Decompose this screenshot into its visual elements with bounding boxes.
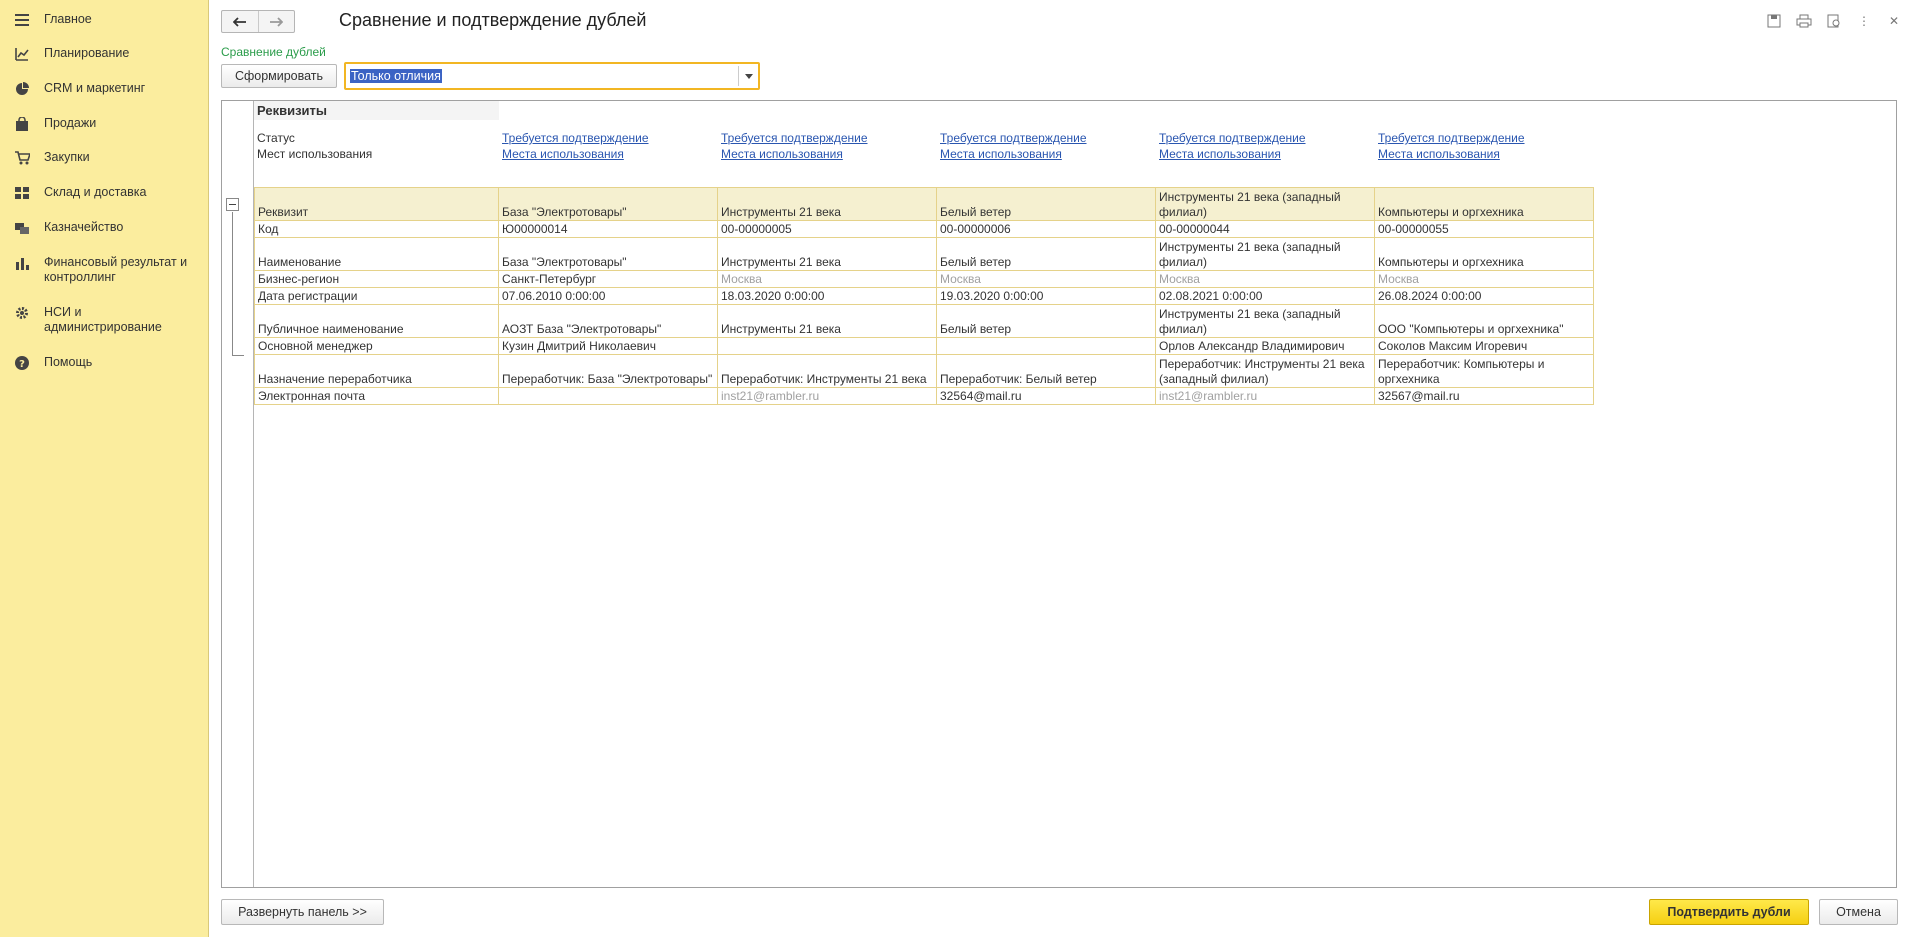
row-gutter xyxy=(222,101,254,887)
sidebar-item-9[interactable] xyxy=(0,305,209,335)
table-cell: Переработчик: Компьютеры и оргхехника xyxy=(1375,355,1594,388)
cancel-button[interactable]: Отмена xyxy=(1819,899,1898,925)
table-cell xyxy=(718,338,937,355)
table-row xyxy=(254,305,1594,338)
table-cell: АОЗТ База "Электротовары" xyxy=(499,305,718,338)
sidebar-item-label: Склад и доставка xyxy=(44,185,147,199)
table-cell: База "Электротовары" xyxy=(499,238,718,271)
breadcrumb[interactable]: Сравнение дублей xyxy=(221,45,326,59)
report-area xyxy=(221,100,1897,888)
table-cell xyxy=(499,388,718,405)
shopping-bag-icon xyxy=(14,116,30,132)
usage-link[interactable]: Места использования xyxy=(940,147,1062,161)
table-cell: Санкт-Петербург xyxy=(499,271,718,288)
planning-icon xyxy=(14,46,30,62)
status-row xyxy=(254,130,1594,146)
table-cell: 32564@mail.ru xyxy=(937,388,1156,405)
table-cell: Белый ветер xyxy=(937,238,1156,271)
status-link[interactable]: Требуется подтверждение xyxy=(1159,131,1306,145)
print-icon[interactable] xyxy=(1795,12,1813,30)
table-cell: Инструменты 21 века xyxy=(718,238,937,271)
sidebar-item-label: Продажи xyxy=(44,116,97,130)
section-title: Реквизиты xyxy=(254,101,499,120)
back-button[interactable] xyxy=(222,11,258,32)
table-row xyxy=(254,271,1594,288)
table-cell: Москва xyxy=(1156,271,1375,288)
table-cell: Инструменты 21 века (западный филиал) xyxy=(1156,238,1375,271)
history-nav xyxy=(221,10,295,33)
sidebar-item-label: Планирование xyxy=(44,46,130,60)
filter-select-value: Только отличия xyxy=(351,69,441,83)
table-cell: Переработчик: Инструменты 21 века (западный филиал) xyxy=(1156,355,1375,388)
table-cell: Москва xyxy=(1375,271,1594,288)
table-cell: Переработчик: Белый ветер xyxy=(937,355,1156,388)
sidebar-item-label: Закупки xyxy=(44,150,90,164)
table-cell: Переработчик: Инструменты 21 века xyxy=(718,355,937,388)
sidebar-item-8[interactable] xyxy=(0,255,209,285)
table-row xyxy=(254,221,1594,238)
table-cell: inst21@rambler.ru xyxy=(718,388,937,405)
usage-link[interactable]: Места использования xyxy=(1378,147,1500,161)
table-cell: 00-00000055 xyxy=(1375,221,1594,238)
table-cell: Инструменты 21 века (западный филиал) xyxy=(1156,305,1375,338)
table-cell: 00-00000044 xyxy=(1156,221,1375,238)
row-label: Публичное наименование xyxy=(254,305,499,338)
table-cell: 26.08.2024 0:00:00 xyxy=(1375,288,1594,305)
sidebar xyxy=(0,0,209,937)
expand-panel-button[interactable]: Развернуть панель >> xyxy=(221,899,384,925)
table-cell: ООО "Компьютеры и оргхехника" xyxy=(1375,305,1594,338)
sidebar-item-label: Главное xyxy=(44,12,92,26)
sidebar-item-1[interactable] xyxy=(0,12,209,28)
table-cell: inst21@rambler.ru xyxy=(1156,388,1375,405)
table-cell: 07.06.2010 0:00:00 xyxy=(499,288,718,305)
table-row xyxy=(254,338,1594,355)
help-icon xyxy=(14,355,30,371)
menu-icon xyxy=(14,12,30,28)
column-header: Компьютеры и оргхехника xyxy=(1375,187,1594,221)
window-tools xyxy=(1765,12,1903,30)
usage-link[interactable]: Места использования xyxy=(1159,147,1281,161)
svg-text:?: ? xyxy=(19,359,25,370)
preview-icon[interactable] xyxy=(1825,12,1843,30)
table-cell: 32567@mail.ru xyxy=(1375,388,1594,405)
row-label: Электронная почта xyxy=(254,388,499,405)
row-label: Код xyxy=(254,221,499,238)
column-header: Реквизит xyxy=(254,187,499,221)
arrow-right-icon xyxy=(269,17,283,27)
table-cell: 00-00000005 xyxy=(718,221,937,238)
status-label: Статус xyxy=(257,131,295,145)
table-cell: Компьютеры и оргхехника xyxy=(1375,238,1594,271)
sidebar-item-2[interactable] xyxy=(0,46,209,62)
table-cell: Инструменты 21 века xyxy=(718,305,937,338)
table-header-row xyxy=(254,187,1594,221)
filter-select[interactable] xyxy=(344,62,760,90)
column-header: База "Электротовары" xyxy=(499,187,718,221)
gear-icon xyxy=(14,305,30,321)
close-icon[interactable]: ✕ xyxy=(1888,14,1900,28)
treasury-icon xyxy=(14,220,30,236)
sidebar-item-6[interactable] xyxy=(0,185,209,201)
table-cell: Белый ветер xyxy=(937,305,1156,338)
table-cell: 18.03.2020 0:00:00 xyxy=(718,288,937,305)
table-row xyxy=(254,388,1594,405)
sidebar-item-4[interactable] xyxy=(0,116,209,132)
sidebar-item-5[interactable] xyxy=(0,150,209,166)
generate-button[interactable]: Сформировать xyxy=(221,64,337,88)
pie-chart-icon xyxy=(14,81,30,97)
bar-chart-icon xyxy=(14,255,30,271)
table-cell: Переработчик: База "Электротовары" xyxy=(499,355,718,388)
usage-link[interactable]: Места использования xyxy=(721,147,843,161)
row-label: Основной менеджер xyxy=(254,338,499,355)
column-header: Белый ветер xyxy=(937,187,1156,221)
status-link[interactable]: Требуется подтверждение xyxy=(721,131,868,145)
table-cell: Орлов Александр Владимирович xyxy=(1156,338,1375,355)
collapse-group-icon[interactable] xyxy=(226,198,239,211)
usage-label: Мест использования xyxy=(257,147,373,161)
row-label: Дата регистрации xyxy=(254,288,499,305)
more-icon[interactable]: ⋮ xyxy=(1858,14,1870,28)
sidebar-item-7[interactable] xyxy=(0,220,209,236)
row-label: Наименование xyxy=(254,238,499,271)
table-cell xyxy=(937,338,1156,355)
page-title: Сравнение и подтверждение дублей xyxy=(339,10,647,30)
warehouse-icon xyxy=(14,185,30,201)
save-icon[interactable] xyxy=(1765,12,1783,30)
table-cell: Ю00000014 xyxy=(499,221,718,238)
sidebar-item-label: Финансовый результат и контроллинг xyxy=(44,255,188,284)
table-row xyxy=(254,355,1594,388)
row-label: Бизнес-регион xyxy=(254,271,499,288)
sidebar-item-label: Казначейство xyxy=(44,220,124,234)
chevron-down-icon[interactable] xyxy=(738,66,758,86)
table-row xyxy=(254,238,1594,271)
status-link[interactable]: Требуется подтверждение xyxy=(940,131,1087,145)
usage-link[interactable]: Места использования xyxy=(502,147,624,161)
sidebar-item-label: CRM и маркетинг xyxy=(44,81,146,95)
table-cell: Москва xyxy=(718,271,937,288)
table-cell: 19.03.2020 0:00:00 xyxy=(937,288,1156,305)
column-header: Инструменты 21 века (западный филиал) xyxy=(1156,187,1375,221)
table-cell: 00-00000006 xyxy=(937,221,1156,238)
table-cell: Москва xyxy=(937,271,1156,288)
table-cell: Кузин Дмитрий Николаевич xyxy=(499,338,718,355)
status-link[interactable]: Требуется подтверждение xyxy=(1378,131,1525,145)
column-header: Инструменты 21 века xyxy=(718,187,937,221)
sidebar-item-10[interactable] xyxy=(0,355,209,371)
table-row xyxy=(254,288,1594,305)
arrow-left-icon xyxy=(233,17,247,27)
usage-row xyxy=(254,146,1594,162)
confirm-duplicates-button[interactable]: Подтвердить дубли xyxy=(1649,899,1809,925)
row-label: Назначение переработчика xyxy=(254,355,499,388)
cart-icon xyxy=(14,150,30,166)
sidebar-item-label: НСИ и администрирование xyxy=(44,305,162,334)
table-cell: Соколов Максим Игоревич xyxy=(1375,338,1594,355)
status-link[interactable]: Требуется подтверждение xyxy=(502,131,649,145)
sidebar-item-label: Помощь xyxy=(44,355,93,369)
forward-button[interactable] xyxy=(258,11,295,32)
sidebar-item-3[interactable] xyxy=(0,81,209,97)
table-cell: 02.08.2021 0:00:00 xyxy=(1156,288,1375,305)
group-bracket xyxy=(232,212,233,356)
